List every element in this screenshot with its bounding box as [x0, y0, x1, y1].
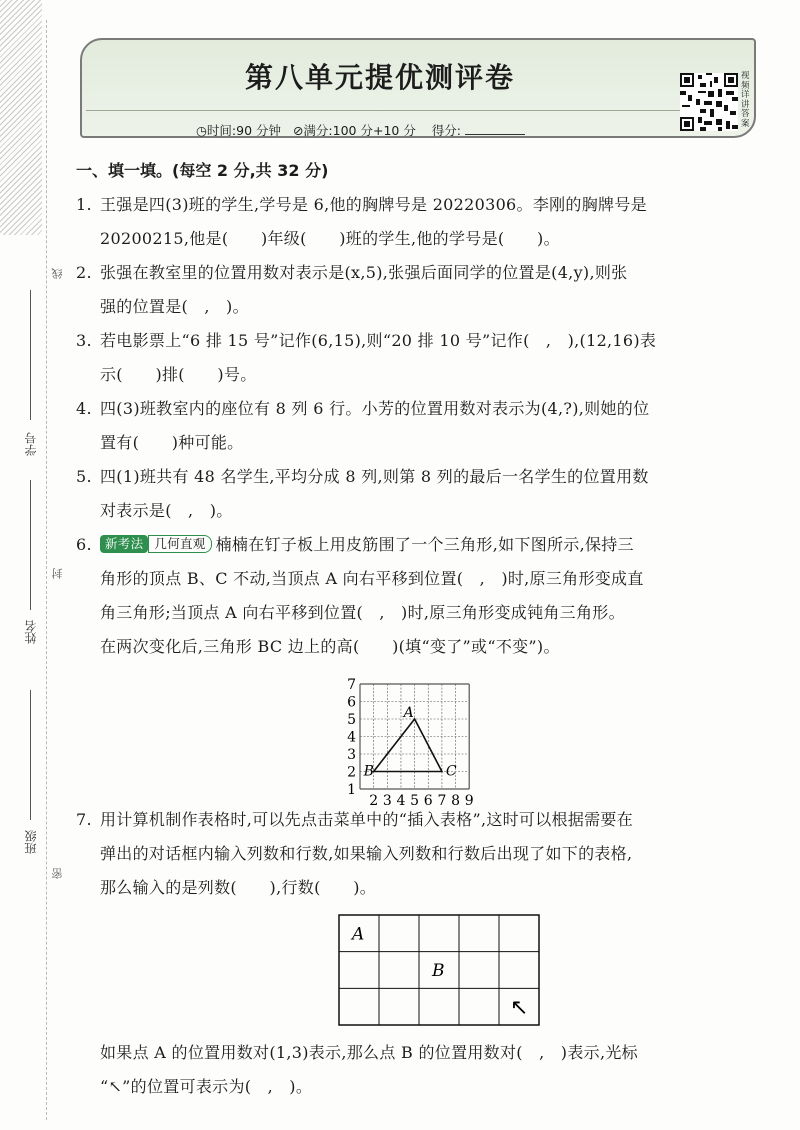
qr-caption: 视频详讲答案 [741, 71, 750, 129]
new-method-badge: 新考法 [100, 535, 148, 553]
x-tick-label: 7 [437, 793, 447, 809]
student-number-label: 学号 [24, 432, 38, 456]
question-line: 在两次变化后,三角形 BC 边上的高( )(填“变了”或“不变”)。 [100, 637, 560, 656]
binding-dashed-line [46, 20, 47, 1120]
question-7-followup [76, 1036, 776, 1104]
x-tick-label: 6 [423, 793, 433, 809]
question-number: 6. [76, 535, 92, 554]
y-tick-label: 7 [347, 677, 356, 693]
question-line: 王强是四(3)班的学生,学号是 6,他的胸牌号是 20220306。李刚的胸牌号是 [100, 195, 647, 214]
pegboard-triangle-figure [340, 670, 510, 810]
x-tick-label: 3 [382, 793, 392, 809]
y-tick-label: 4 [347, 729, 356, 746]
y-tick-label: 5 [347, 712, 356, 728]
question-4 [76, 392, 776, 460]
question-1 [76, 188, 776, 256]
clock-icon: ◷ [196, 123, 207, 138]
binding-char-secret: 密 [51, 868, 64, 879]
vertex-label-a: A [403, 705, 414, 721]
score-blank[interactable] [465, 124, 525, 135]
question-line: 那么输入的是列数( ),行数( )。 [100, 878, 377, 897]
y-tick-label: 1 [347, 782, 356, 798]
question-number: 3. [76, 331, 92, 350]
student-number-line [30, 290, 31, 420]
y-tick-label: 6 [347, 694, 356, 711]
question-line: 角形的顶点 B、C 不动,当顶点 A 向右平移到位置( , )时,原三角形变成直 [100, 569, 644, 588]
vertex-label-c: C [445, 763, 457, 780]
cell-b-label: B [432, 961, 445, 981]
binding-char-line: 线 [51, 268, 64, 279]
geometry-badge: 几何直观 [148, 535, 211, 553]
y-tick-label: 3 [347, 747, 356, 763]
question-line: 角三角形;当顶点 A 向右平移到位置( , )时,原三角形变成钝角三角形。 [100, 603, 625, 622]
check-icon: ⊘ [292, 123, 304, 138]
question-number: 2. [76, 263, 92, 282]
question-number: 5. [76, 467, 92, 486]
vertex-label-b: B [363, 763, 374, 780]
question-line: 如果点 A 的位置用数对(1,3)表示,那么点 B 的位置用数对( , )表示,光标 [100, 1043, 638, 1062]
x-tick-label: 4 [396, 793, 406, 809]
full-score: 满分:100 分+10 分 [303, 123, 416, 138]
score-label: 得分: [431, 123, 461, 138]
x-tick-label: 2 [369, 793, 379, 809]
binding-char-seal: 封 [51, 568, 64, 579]
qr-code-icon[interactable] [680, 72, 738, 132]
question-7-block [76, 803, 776, 905]
question-number: 7. [76, 810, 92, 829]
question-line: 若电影票上“6 排 15 号”记作(6,15),则“20 排 10 号”记作( , ),(12,16)表 [100, 331, 657, 350]
question-7-part-2 [76, 1036, 776, 1104]
question-line: 对表示是( , )。 [100, 501, 233, 520]
x-tick-label: 5 [410, 793, 420, 809]
question-line [100, 528, 776, 562]
triangle-abc [374, 719, 442, 772]
time-limit: 时间:90 分钟 [206, 123, 282, 138]
section-title: 一、填一填。(每空 2 分,共 32 分) [76, 161, 329, 180]
banner-divider [86, 110, 682, 111]
question-line: 用计算机制作表格时,可以先点击菜单中的“插入表格”,这时可以根据需要在 [100, 810, 634, 829]
student-name-label: 姓名 [24, 620, 38, 644]
margin-hatching [0, 0, 42, 235]
question-7 [76, 803, 776, 905]
question-5 [76, 460, 776, 528]
inserted-table-figure [338, 914, 540, 1026]
question-line: 弹出的对话框内输入列数和行数,如果输入列数和行数后出现了如下的表格, [100, 844, 633, 863]
cell-a-label: A [352, 924, 365, 945]
question-number: 4. [76, 399, 92, 418]
student-name-line [30, 480, 31, 610]
exam-meta [196, 121, 525, 139]
class-line [30, 690, 31, 820]
question-line: 示( )排( )号。 [100, 365, 257, 384]
class-label: 班级 [24, 830, 38, 854]
question-number: 1. [76, 195, 92, 214]
y-tick-label: 2 [347, 764, 356, 781]
question-line: 20200215,他是( )年级( )班的学生,他的学号是( )。 [100, 229, 560, 248]
question-line: 四(3)班教室内的座位有 8 列 6 行。小芳的位置用数对表示为(4,?),则她的位 [100, 399, 650, 418]
question-text: 楠楠在钉子板上用皮筋围了一个三角形,如下图所示,保持三 [215, 535, 634, 554]
question-line: “↖”的位置可表示为( , )。 [100, 1077, 313, 1096]
question-3 [76, 324, 776, 392]
question-2 [76, 256, 776, 324]
x-tick-label: 8 [451, 793, 461, 809]
question-line: 强的位置是( , )。 [100, 297, 249, 316]
question-line: 置有( )种可能。 [100, 433, 244, 452]
question-6 [76, 528, 776, 664]
cursor-arrow-icon: ↖ [510, 995, 529, 1021]
question-content [76, 158, 776, 664]
x-tick-label: 9 [464, 793, 474, 809]
page-title: 第八单元提优测评卷 [244, 61, 515, 94]
question-line: 四(1)班共有 48 名学生,平均分成 8 列,则第 8 列的最后一名学生的位置用数 [100, 467, 649, 486]
question-line: 张强在教室里的位置用数对表示是(x,5),张强后面同学的位置是(4,y),则张 [100, 263, 628, 282]
